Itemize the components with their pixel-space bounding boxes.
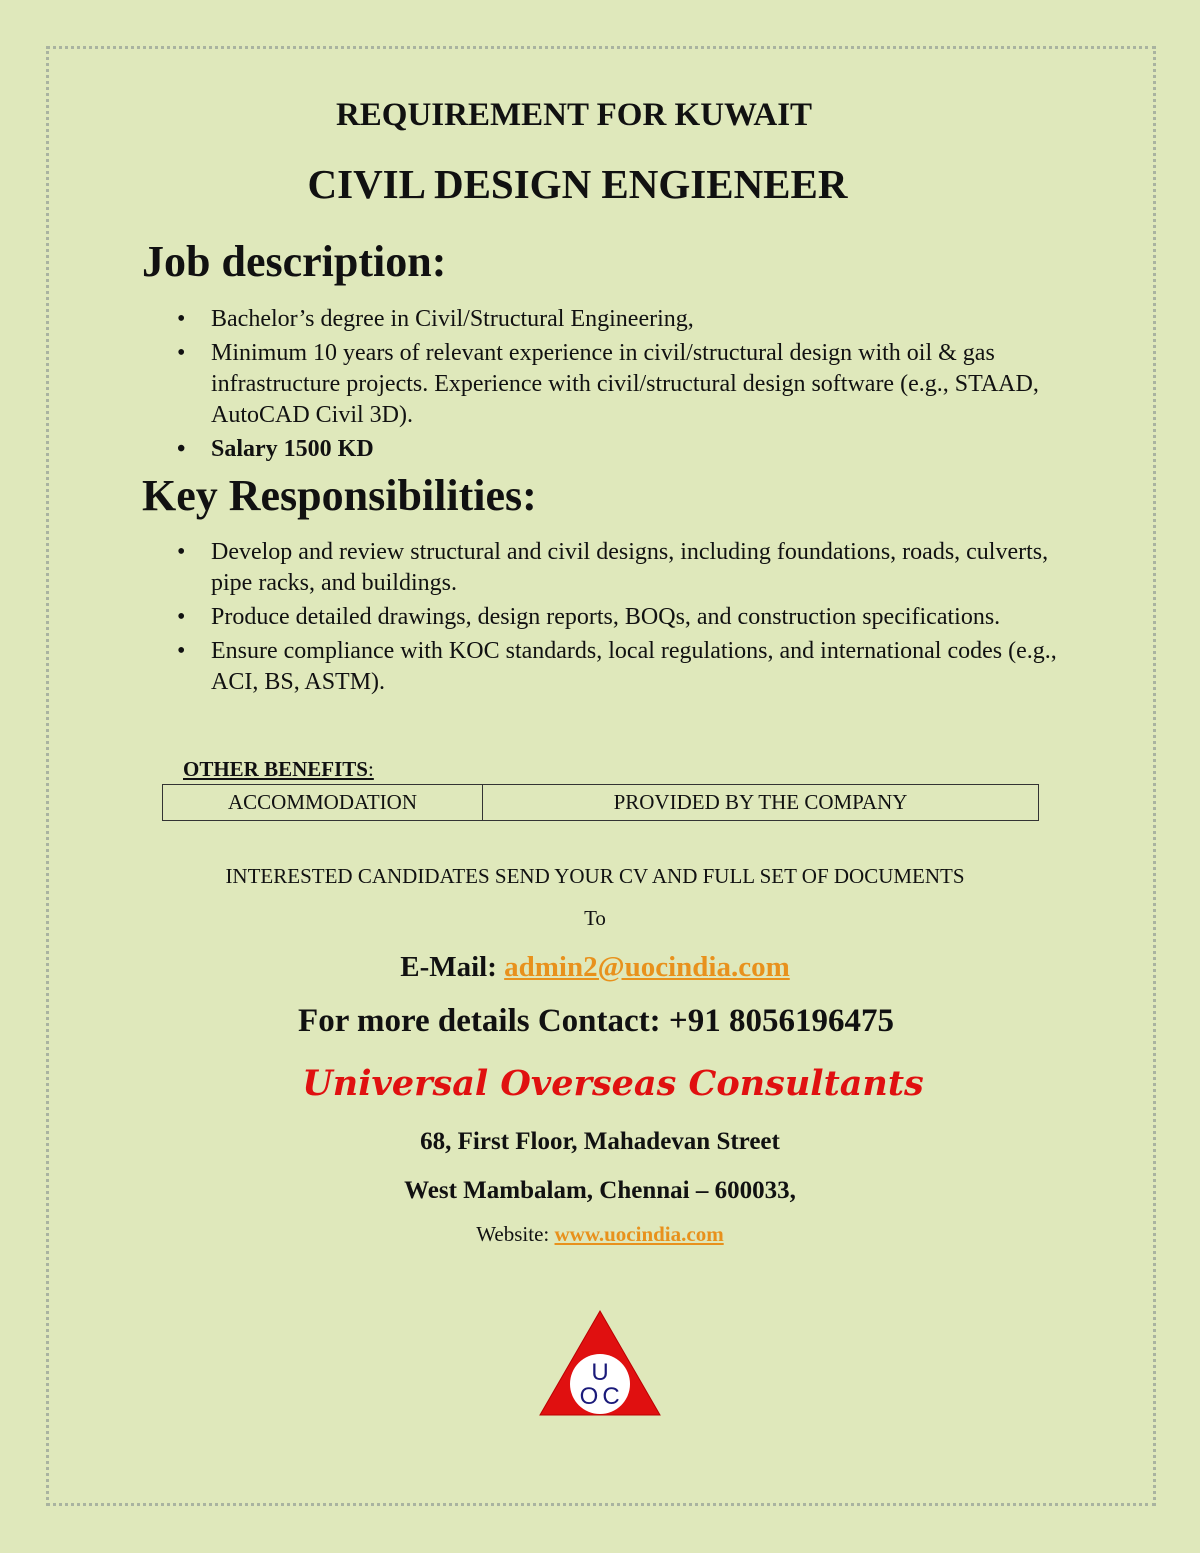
list-item: • Minimum 10 years of relevant experience in civil/structural design with oil & gas infrastructure projects. Experience with civil/structural design software (e.g., STAAD, AutoCAD Civil 3D). — [211, 338, 1061, 431]
website-link[interactable]: www.uocindia.com — [554, 1222, 724, 1246]
job-description-list — [211, 304, 1061, 468]
benefits-table — [162, 784, 1039, 821]
contact-line: For more details Contact: +91 8056196475 — [298, 1003, 894, 1039]
salary-item: • Salary 1500 KD — [211, 434, 1061, 465]
table-cell-benefit: ACCOMMODATION — [163, 785, 483, 820]
list-item: • Produce detailed drawings, design reports, BOQs, and construction specifications. — [211, 602, 1061, 633]
logo-letter-c: C — [602, 1383, 620, 1410]
to-line: To — [584, 906, 606, 930]
list-item: • Ensure compliance with KOC standards, local regulations, and international codes (e.g., ACI, BS, ASTM). — [211, 636, 1061, 698]
application-instruction: INTERESTED CANDIDATES SEND YOUR CV AND FULL SET OF DOCUMENTS — [225, 864, 965, 888]
table-cell-provision: PROVIDED BY THE COMPANY — [613, 790, 908, 814]
job-title: CIVIL DESIGN ENGIENEER — [307, 161, 848, 207]
company-name: Universal Overseas Consultants — [302, 1063, 924, 1104]
address-line-1: 68, First Floor, Mahadevan Street — [420, 1128, 780, 1155]
list-item: • Bachelor’s degree in Civil/Structural Engineering, — [211, 304, 1061, 335]
address-line-2: West Mambalam, Chennai – 600033, — [404, 1177, 796, 1204]
key-responsibilities-list — [211, 537, 1061, 701]
website-label: Website: — [476, 1222, 555, 1246]
other-benefits-text: OTHER BENEFITS — [183, 757, 368, 781]
website-line — [0, 1222, 1200, 1247]
key-responsibilities-heading: Key Responsibilities: — [142, 471, 537, 520]
requirement-title: REQUIREMENT FOR KUWAIT — [335, 97, 813, 133]
other-benefits-label — [183, 757, 374, 782]
uoc-logo — [538, 1309, 662, 1419]
list-item: • Develop and review structural and civil designs, including foundations, roads, culverts, pipe racks, and buildings. — [211, 537, 1061, 599]
email-line — [0, 951, 1190, 984]
logo-letter-u: U — [591, 1359, 609, 1386]
email-link[interactable]: admin2@uocindia.com — [504, 951, 790, 983]
job-description-heading: Job description: — [142, 237, 447, 286]
other-benefits-colon: : — [367, 757, 374, 781]
email-label: E-Mail: — [400, 951, 505, 983]
logo-letter-o: O — [579, 1383, 599, 1410]
